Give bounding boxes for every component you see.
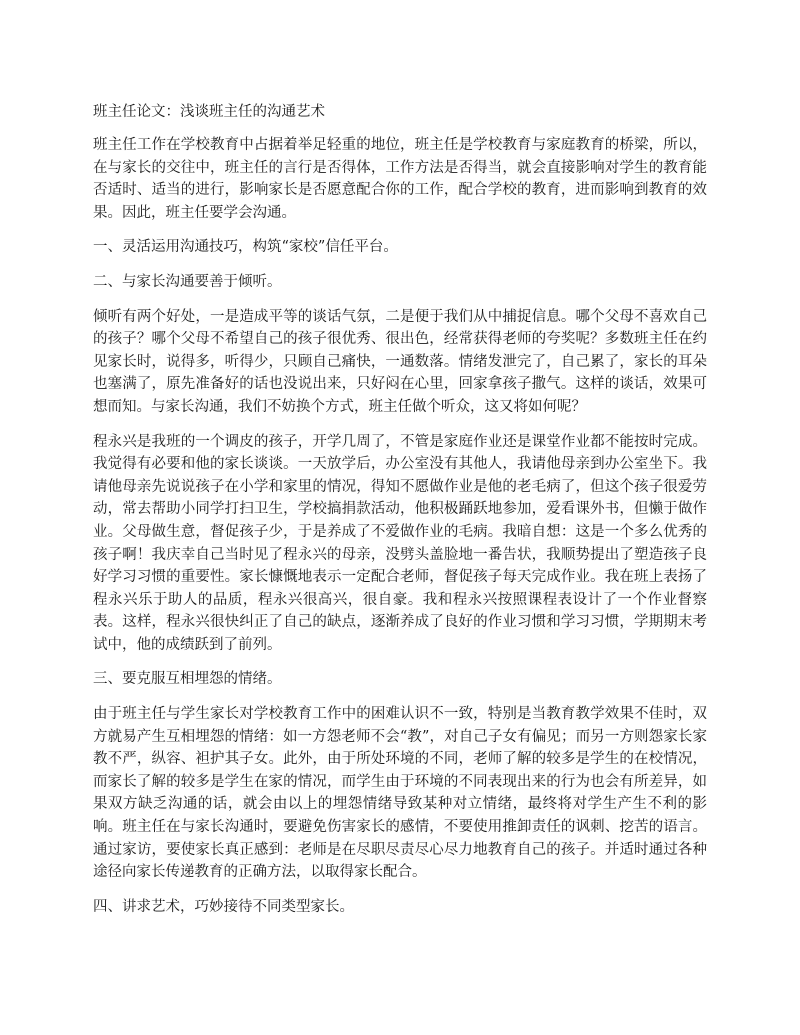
section-heading-3: 三、要克服互相埋怨的情绪。: [93, 671, 282, 688]
document-title: 班主任论文：浅谈班主任的沟通艺术: [93, 104, 325, 120]
intro-paragraph: 班主任工作在学校教育中占据着举足轻重的地位，班主任是学校教育与家庭教育的桥梁，所以，在与家长的交往中，班主任的言行是否得体，工作方法是否得当，就会直接影响对学生的教育能否适时、适当的进行，影响家长是否愿意配合你的工作，配合学校的教育，进而影响到教育的效果。因此，班主任要学会沟通。: [93, 137, 707, 221]
document-page: [93, 100, 707, 930]
listening-paragraph: 倾听有两个好处，一是造成平等的谈话气氛，二是便于我们从中捕捉信息。哪个父母不喜欢自己的孩子？哪个父母不希望自己的孩子很优秀、很出色，经常获得老师的夸奖呢？多数班主任在约见家长时，说得多，听得少，只顾自己痛快，一通数落。情绪发泄完了，自己累了，家长的耳朵也塞满了，原先准备好的话也没说出来，只好闷在心里，回家拿孩子撒气。这样的谈话，效果可想而知。与家长沟通，我们不妨换个方式，班主任做个听众，这又将如何呢？: [93, 308, 707, 415]
case-study-paragraph: 程永兴是我班的一个调皮的孩子，开学几周了，不管是家庭作业还是课堂作业都不能按时完成。我觉得有必要和他的家长谈谈。一天放学后，办公室没有其他人，我请他母亲到办公室坐下。我请他母亲先说说孩子在小学和家里的情况，得知不愿做作业是他的老毛病了，但这个孩子很爱劳动，常去帮助小同学打扫卫生，学校搞捐款活动，他积极踊跃地参加，爱看课外书，但懒于做作业。父母做生意，督促孩子少，于是养成了不爱做作业的毛病。我暗自想：这是一个多么优秀的孩子啊！我庆幸自己当时见了程永兴的母亲，没劈头盖脸地一番告状，我顺势提出了塑造孩子良好学习习惯的重要性。家长慷慨地表示一定配合老师，督促孩子每天完成作业。我在班上表扬了程永兴乐于助人的品质，程永兴很高兴，很自豪。我和程永兴按照课程表设计了一个作业督察表。这样，程永兴很快纠正了自己的缺点，逐渐养成了良好的作业习惯和学习习惯，学期期末考试中，他的成绩跃到了前列。: [93, 433, 707, 653]
blame-paragraph: 由于班主任与学生家长对学校教育工作中的困难认识不一致，特别是当教育教学效果不佳时，双方就易产生互相埋怨的情绪：如一方怨老师不会“教”，对自己子女有偏见；而另一方则怨家长家教不严，纵容、袒护其子女。此外，由于所处环境的不同，老师了解的较多是学生的在校情况，而家长了解的较多是学生在家的情况，而学生由于环境的不同表现出来的行为也会有所差异，如果双方缺乏沟通的话，就会由以上的埋怨情绪导致某种对立情绪，最终将对学生产生不利的影响。班主任在与家长沟通时，要避免伤害家长的感情，不要使用推卸责任的讽刺、挖苦的语言。通过家访，要使家长真正感到：老师是在尽职尽责尽心尽力地教育自己的孩子。并适时通过各种途径向家长传递教育的正确方法，以取得家长配合。: [93, 706, 707, 881]
section-heading-1: 一、灵活运用沟通技巧，构筑“家校”信任平台。: [93, 239, 398, 256]
section-heading-4: 四、讲求艺术，巧妙接待不同类型家长。: [93, 898, 354, 915]
section-heading-2: 二、与家长沟通要善于倾听。: [93, 273, 282, 290]
